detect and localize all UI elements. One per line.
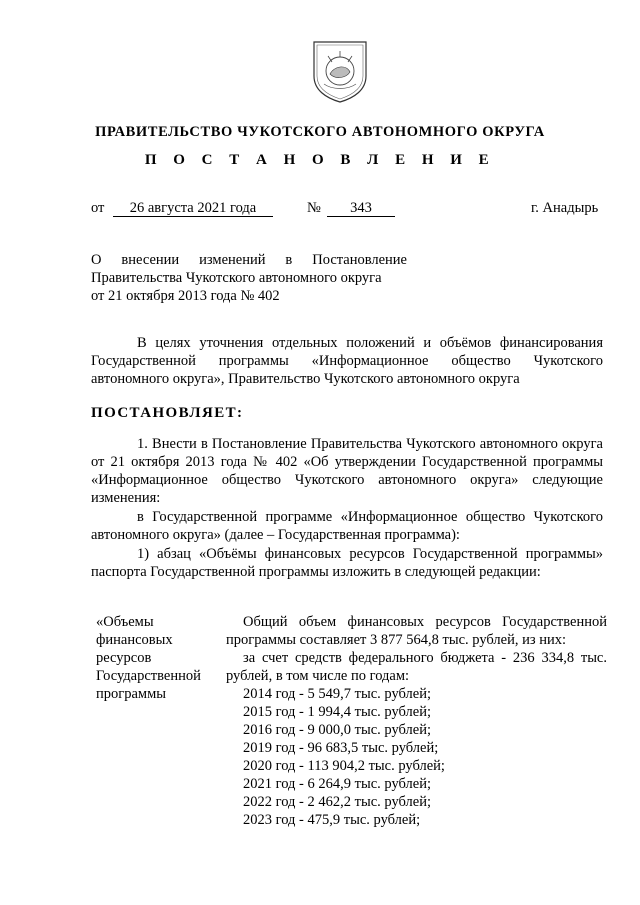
document-type-title: П О С Т А Н О В Л Е Н И Е <box>144 152 496 168</box>
item-1-paragraph: 1. Внести в Постановление Правительства Чукотского автономного округа от 21 октября 2013 года № 402 «Об утверждении Государственной программы «Информационное общество Чукотского автономного округа» следующие изменения: <box>91 436 603 506</box>
item-1-sub-paragraph: в Государственной программе «Информационное общество Чукотского автономного округа» (далее – Государственная программа): <box>91 509 603 543</box>
table-left-column <box>96 613 226 703</box>
year-line: 2020 год - 113 904,2 тыс. рублей; <box>243 758 445 774</box>
year-line: 2016 год - 9 000,0 тыс. рублей; <box>243 722 431 738</box>
subject-line-2: Правительства Чукотского автономного округа <box>91 270 382 286</box>
table-right-column <box>226 613 607 829</box>
year-line: 2019 год - 96 683,5 тыс. рублей; <box>243 740 439 756</box>
date-prefix: от <box>91 200 105 216</box>
number-field <box>327 200 395 217</box>
city: г. Анадырь <box>531 200 599 216</box>
year-line: 2015 год - 1 994,4 тыс. рублей; <box>243 704 431 720</box>
year-line: 2021 год - 6 264,9 тыс. рублей; <box>243 776 431 792</box>
table-left-line: финансовых <box>96 632 173 648</box>
year-line: 2023 год - 475,9 тыс. рублей; <box>243 812 421 828</box>
table-left-line: Государственной <box>96 668 201 684</box>
year-line: 2014 год - 5 549,7 тыс. рублей; <box>243 686 431 702</box>
organization-title: ПРАВИТЕЛЬСТВО ЧУКОТСКОГО АВТОНОМНОГО ОКРУГА <box>95 124 545 140</box>
document-subject <box>91 251 407 305</box>
document-number: 343 <box>327 200 395 217</box>
preamble-paragraph: В целях уточнения отдельных положений и объёмов финансирования Государственной программы «Информационное общество Чукотского автономного округа», Правительство Чукотского автономного округа <box>91 335 603 387</box>
date-field <box>113 200 273 217</box>
document-date: 26 августа 2021 года <box>113 200 273 217</box>
federal-funding-text: за счет средств федерального бюджета - 236 334,8 тыс. рублей, в том числе по годам: <box>226 650 607 684</box>
subject-line-1: О внесении изменений в Постановление <box>91 252 407 268</box>
table-left-line: ресурсов <box>96 650 152 666</box>
number-prefix: № <box>307 200 321 216</box>
resolves-heading: ПОСТАНОВЛЯЕТ: <box>91 405 244 421</box>
table-left-line: «Объемы <box>96 614 154 630</box>
subject-line-3: от 21 октября 2013 года № 402 <box>91 288 280 304</box>
total-funding-text: Общий объем финансовых ресурсов Государственной программы составляет 3 877 564,8 тыс. рублей, из них: <box>226 614 607 648</box>
table-left-line: программы <box>96 686 166 702</box>
coat-of-arms-emblem <box>310 38 370 104</box>
item-1-1-paragraph: 1) абзац «Объёмы финансовых ресурсов Государственной программы» паспорта Государственной программы изложить в следующей редакции: <box>91 546 603 580</box>
year-line: 2022 год - 2 462,2 тыс. рублей; <box>243 794 431 810</box>
